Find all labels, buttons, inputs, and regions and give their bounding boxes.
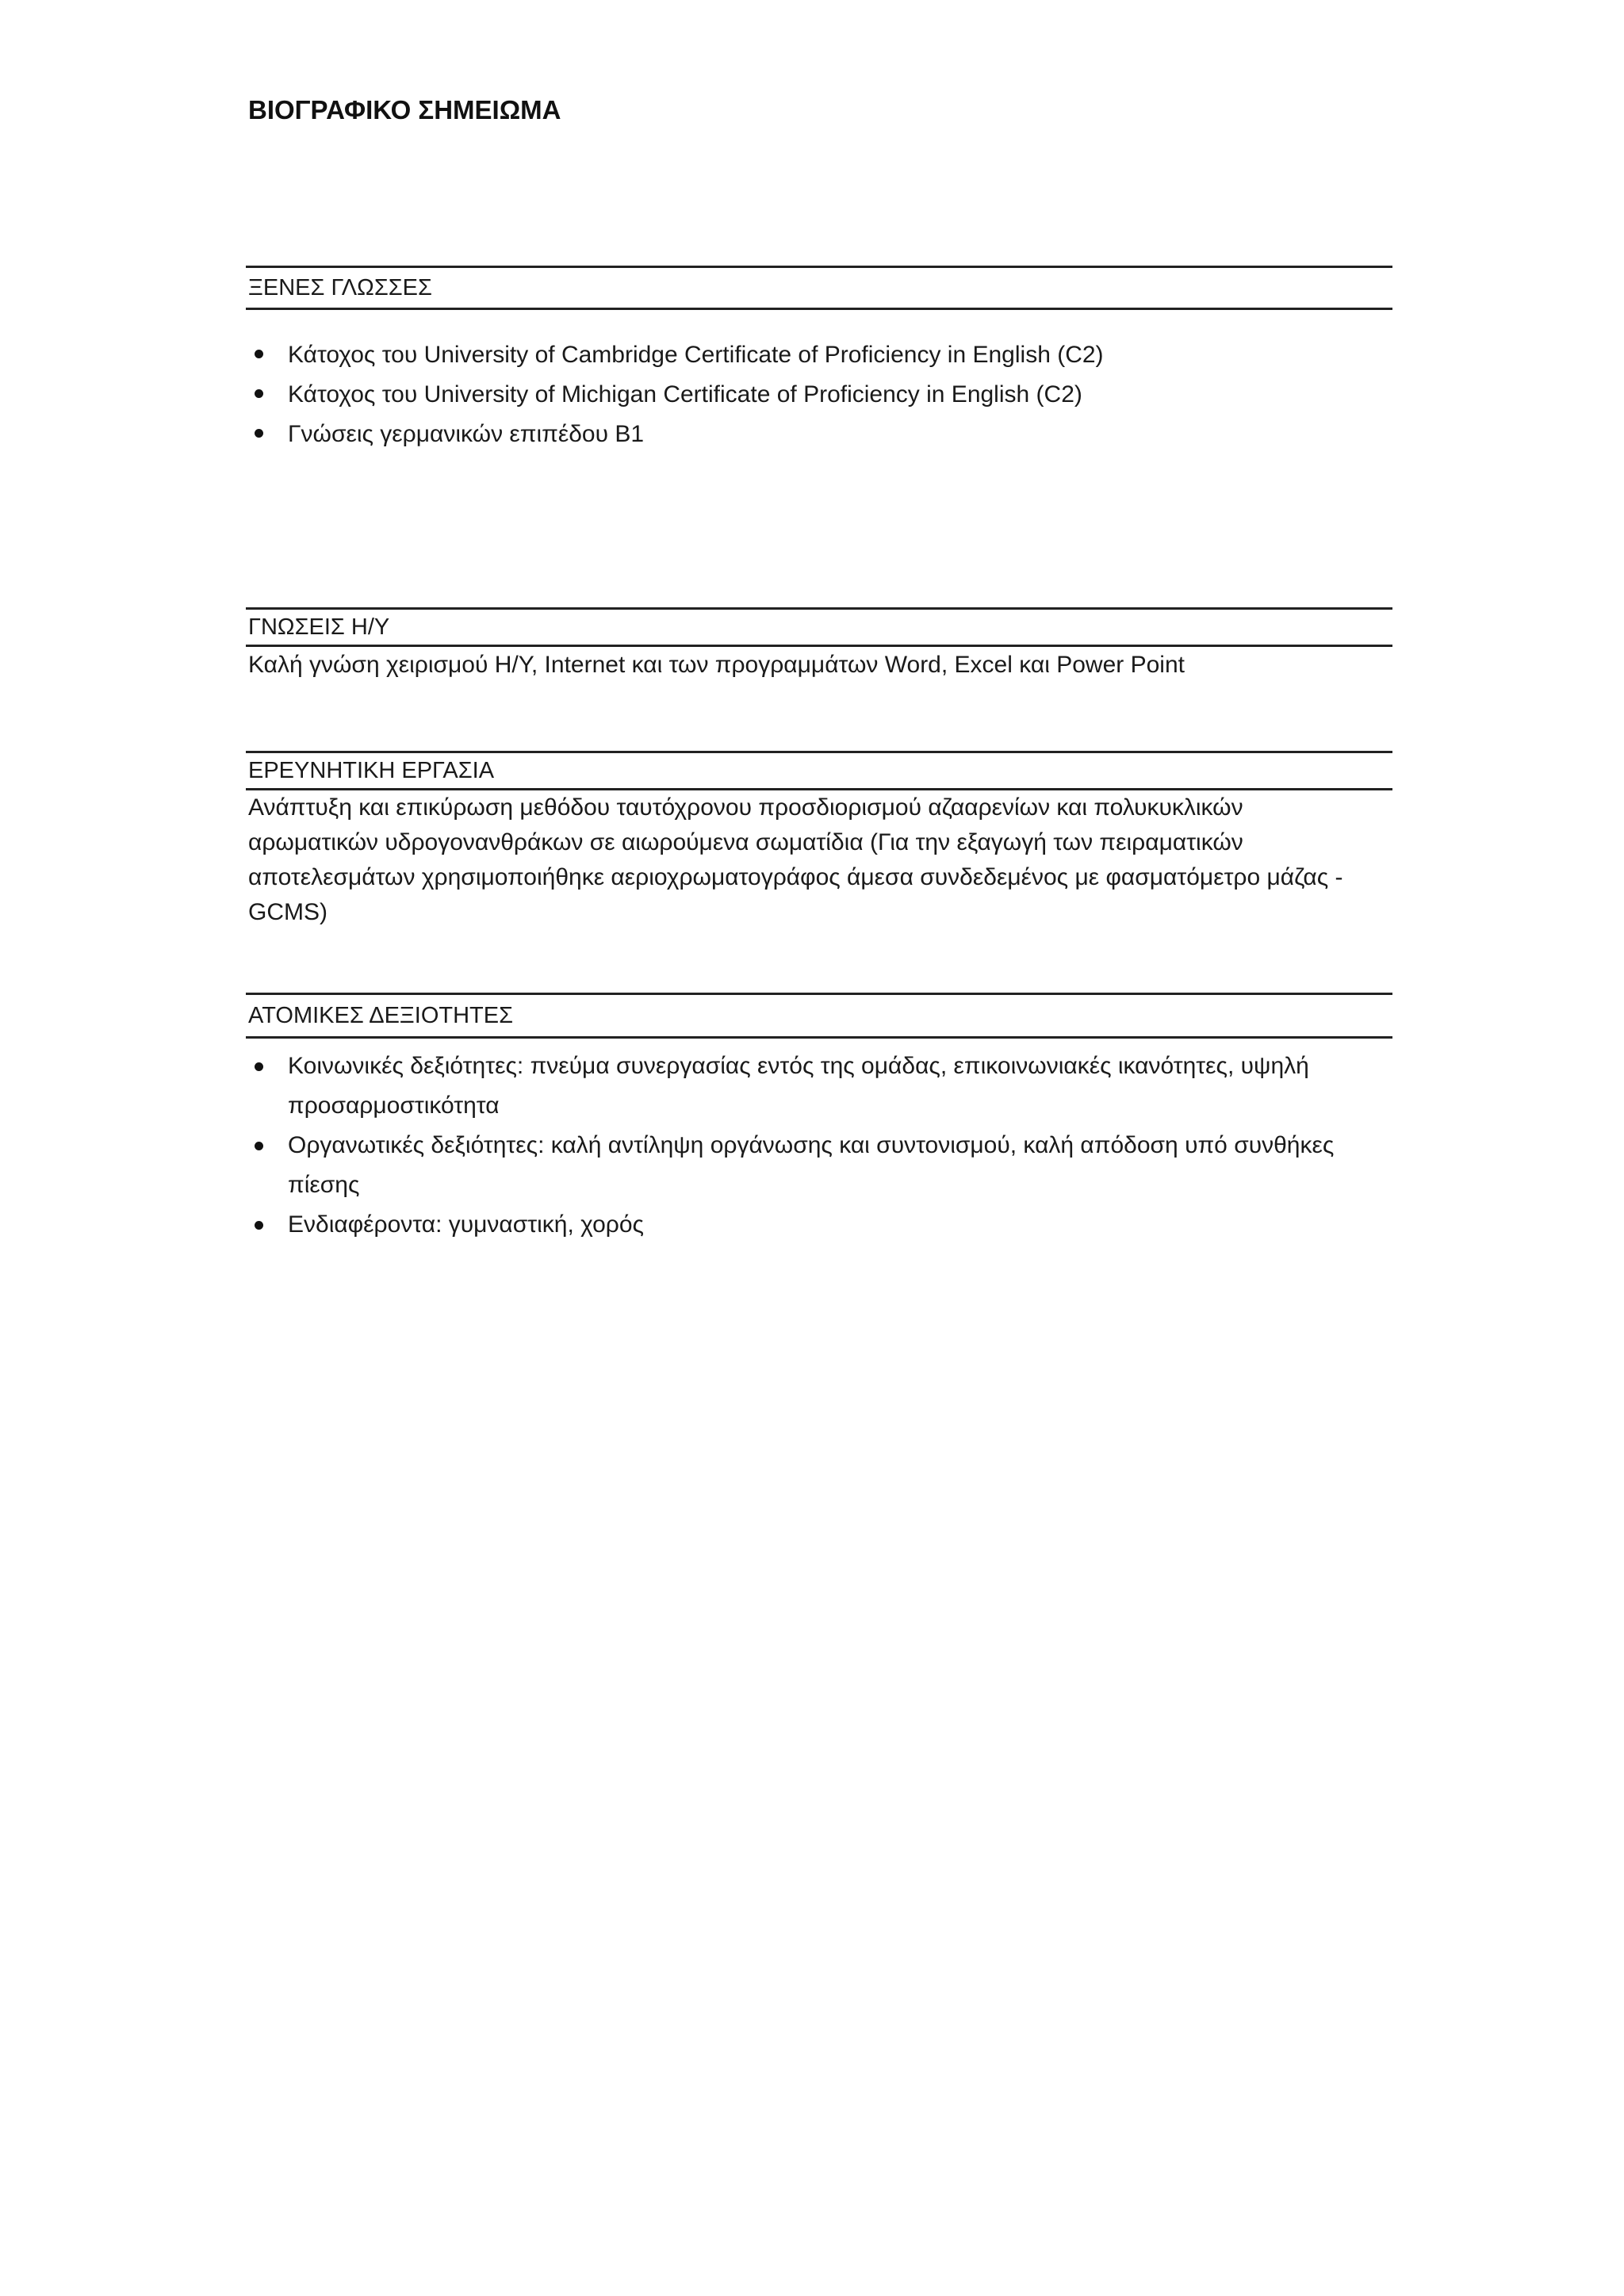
list-item: Κάτοχος του University of Cambridge Certificate of Proficiency in English (C2) [248,335,1392,375]
personal-skills-list [248,1047,1392,1245]
section-personal-skills [246,993,1392,1245]
document-title: ΒΙΟΓΡΑΦΙΚΟ ΣΗΜΕΙΩΜΑ [248,95,561,124]
computer-skills-text: Καλή γνώση χειρισμού Η/Υ, Internet και των προγραμμάτων Word, Excel και Power Point [248,652,1185,678]
list-item: Κάτοχος του University of Michigan Certificate of Proficiency in English (C2) [248,375,1392,415]
section-header-foreign-languages: ΞΕΝΕΣ ΓΛΩΣΣΕΣ [246,266,1392,310]
section-body-personal-skills [246,1039,1392,1245]
section-computer-skills [246,607,1392,683]
list-item: Γνώσεις γερμανικών επιπέδου Β1 [248,415,1392,454]
list-item: Κοινωνικές δεξιότητες: πνεύμα συνεργασίας εντός της ομάδας, επικοινωνιακές ικανότητες, υψηλή προσαρμοστικότητα [248,1047,1392,1126]
section-foreign-languages [246,266,1392,454]
section-research-work [246,751,1392,930]
section-header-computer-skills: ΓΝΩΣΕΙΣ Η/Υ [246,607,1392,647]
research-work-text: Ανάπτυξη και επικύρωση μεθόδου ταυτόχρονου προσδιορισμού αζααρενίων και πολυκυκλικών αρωματικών υδρογονανθράκων σε αιωρούμενα σωματίδια (Για την εξαγωγή των πειραματικών αποτελεσμάτων χρησιμοποιήθηκε αεριοχρωματογράφος άμεσα συνδεδεμένος με φασματόμετρο μάζας - GCMS) [248,794,1343,925]
section-header-research-work: ΕΡΕΥΝΗΤΙΚΗ ΕΡΓΑΣΙΑ [246,751,1392,790]
section-header-personal-skills: ΑΤΟΜΙΚΕΣ ΔΕΞΙΟΤΗΤΕΣ [246,993,1392,1039]
list-item: Οργανωτικές δεξιότητες: καλή αντίληψη οργάνωσης και συντονισμού, καλή απόδοση υπό συνθήκες πίεσης [248,1126,1392,1205]
list-item: Ενδιαφέροντα: γυμναστική, χορός [248,1205,1392,1245]
languages-list [248,335,1392,454]
section-body-foreign-languages [246,310,1392,454]
